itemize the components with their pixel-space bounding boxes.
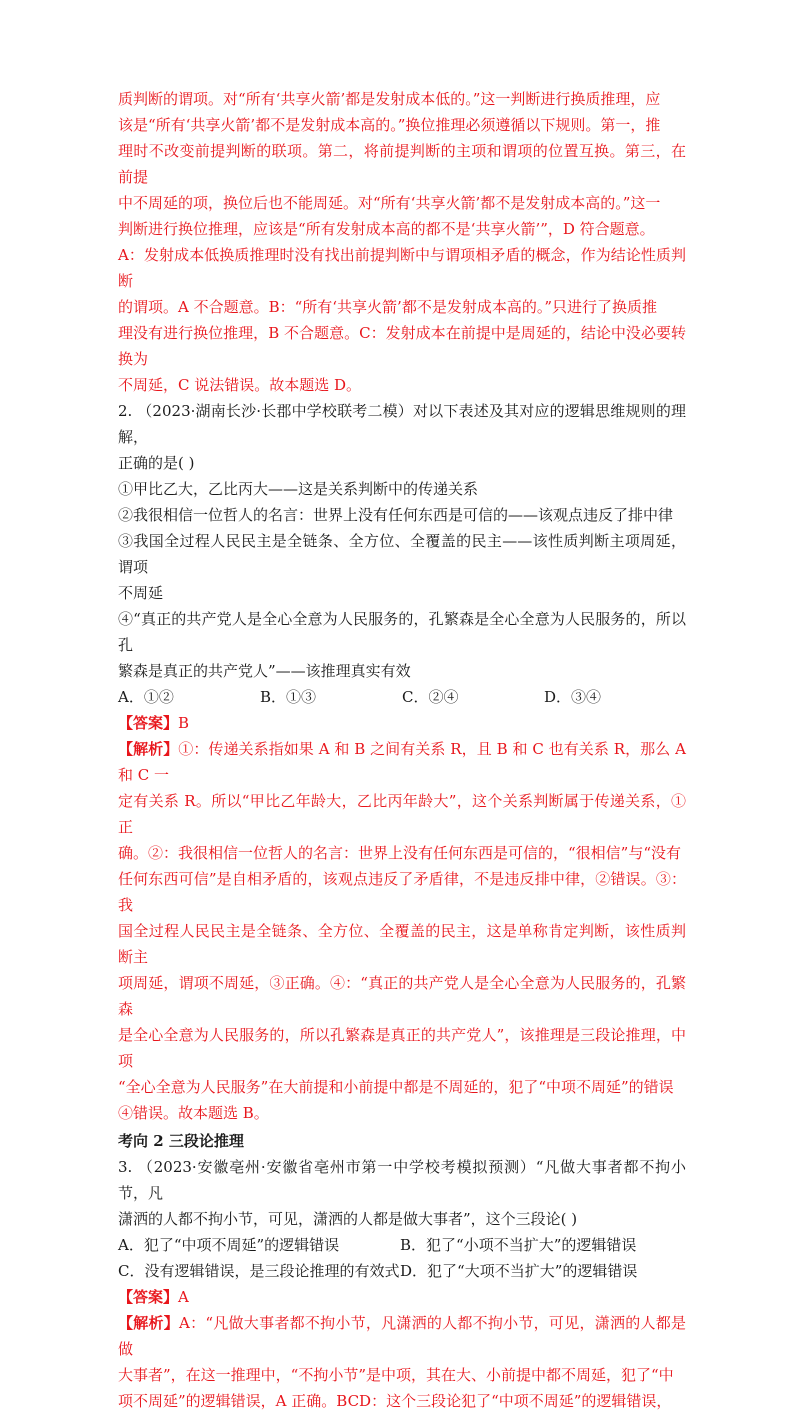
analysis-line: 判断进行换位推理，应该是“所有发射成本高的都不是‘共享火箭’”，D 符合题意。: [118, 220, 655, 238]
option-a: A．①②: [118, 688, 174, 706]
question-stem: 潇洒的人都不拘小节，可见，潇洒的人都是做大事者”，这个三段论( ): [118, 1210, 578, 1228]
answer-line: [118, 710, 686, 736]
statement-item: ④“真正的共产党人是全心全意为人民服务的，孔繁森是全心全意为人民服务的，所以孔: [118, 610, 686, 654]
analysis-line: 理时不改变前提判断的联项。第二，将前提判断的主项和谓项的位置互换。第三，在前提: [118, 142, 686, 186]
option-c: C．没有逻辑错误，是三段论推理的有效式: [118, 1262, 400, 1280]
analysis-line: ④错误。故本题选 B。: [118, 1104, 269, 1122]
question-stem: 2. （2023·湖南长沙·长郡中学校联考二模）对以下表述及其对应的逻辑思维规则的理解，: [118, 402, 686, 446]
statement-item: 不周延: [118, 584, 164, 602]
page-content: [118, 86, 686, 1414]
analysis-line: 是全心全意为人民服务的，所以孔繁森是真正的共产党人”，该推理是三段论推理，中项: [118, 1026, 686, 1070]
answer-value: B: [178, 714, 190, 732]
analysis-line: “全心全意为人民服务”在大前提和小前提中都是不周延的，犯了“中项不周延”的错误: [118, 1078, 674, 1096]
option-b: B．犯了“小项不当扩大”的逻辑错误: [400, 1236, 637, 1254]
analysis-line: 确。②：我很相信一位哲人的名言：世界上没有任何东西是可信的，“很相信”与“没有: [118, 844, 682, 862]
answer-options-row: [118, 1258, 686, 1284]
analysis-line: 不周延，C 说法错误。故本题选 D。: [118, 376, 362, 394]
answer-value: A: [178, 1288, 189, 1306]
analysis-line: 理没有进行换位推理，B 不合题意。C：发射成本在前提中是周延的，结论中没必要转换为: [118, 324, 686, 368]
analysis-line: [118, 736, 686, 788]
question-stem: 正确的是( ): [118, 454, 195, 472]
analysis-line: 的谓项。A 不合题意。B：“所有‘共享火箭’都不是发射成本高的。”只进行了换质推: [118, 298, 658, 316]
statement-item: 繁森是真正的共产党人”——该推理真实有效: [118, 662, 411, 680]
analysis-line: A：发射成本低换质推理时没有找出前提判断中与谓项相矛盾的概念，作为结论性质判断: [118, 246, 686, 290]
analysis-tag: 【解析】: [118, 1314, 180, 1332]
analysis-line: 项周延，谓项不周延，③正确。④：“真正的共产党人是全心全意为人民服务的，孔繁森: [118, 974, 686, 1018]
answer-tag: 【答案】: [118, 714, 179, 732]
option-d: D．③④: [544, 688, 602, 706]
analysis-line: 任何东西可信”是自相矛盾的，该观点违反了矛盾律，不是违反排中律，②错误。③：我: [118, 870, 686, 914]
analysis-line: 定有关系 R。所以“甲比乙年龄大，乙比丙年龄大”，这个关系判断属于传递关系，①正: [118, 792, 686, 836]
option-b: B．①③: [260, 688, 317, 706]
analysis-text: A：“凡做大事者都不拘小节，凡潇洒的人都不拘小节，可见，潇洒的人都是做: [118, 1314, 686, 1358]
question-3: [118, 1154, 686, 1414]
question-stem: 3. （2023·安徽亳州·安徽省亳州市第一中学校考模拟预测）“凡做大事者都不拘小节，凡: [118, 1158, 686, 1202]
option-a: A．犯了“中项不周延”的逻辑错误: [118, 1236, 340, 1254]
option-d: D．犯了“大项不当扩大”的逻辑错误: [400, 1262, 638, 1280]
answer-tag: 【答案】: [118, 1288, 179, 1306]
analysis-line: 该是“所有‘共享火箭’都不是发射成本高的。”换位推理必须遵循以下规则。第一，推: [118, 116, 661, 134]
analysis-line: 中不周延的项，换位后也不能周延。对“所有‘共享火箭’都不是发射成本高的。”这一: [118, 194, 661, 212]
analysis-line: 项不周延”的逻辑错误，A 正确。BCD：这个三段论犯了“中项不周延”的逻辑错误，: [118, 1392, 672, 1410]
option-c: C．②④: [402, 688, 459, 706]
statement-item: ②我很相信一位哲人的名言：世界上没有任何东西是可信的——该观点违反了排中律: [118, 506, 674, 524]
question-2: [118, 398, 686, 1126]
answer-options: [118, 684, 686, 710]
analysis-line: 国全过程人民民主是全链条、全方位、全覆盖的民主，这是单称肯定判断，该性质判断主: [118, 922, 686, 966]
answer-line: [118, 1284, 686, 1310]
analysis-text: ①：传递关系指如果 A 和 B 之间有关系 R，且 B 和 C 也有关系 R，那么 A 和 C 一: [118, 740, 686, 784]
analysis-line: 大事者”，在这一推理中，“不拘小节”是中项，其在大、小前提中都不周延，犯了“中: [118, 1366, 674, 1384]
analysis-tag: 【解析】: [118, 740, 179, 758]
section-heading: 考向 2 三段论推理: [118, 1132, 244, 1150]
analysis-line: [118, 1310, 686, 1362]
statement-item: ①甲比乙大，乙比丙大——这是关系判断中的传递关系: [118, 480, 479, 498]
statement-item: ③我国全过程人民民主是全链条、全方位、全覆盖的民主——该性质判断主项周延，谓项: [118, 532, 686, 576]
answer-options-row: [118, 1232, 686, 1258]
intro-analysis: [118, 86, 686, 398]
analysis-line: 质判断的谓项。对“所有‘共享火箭’都是发射成本低的。”这一判断进行换质推理，应: [118, 90, 661, 108]
